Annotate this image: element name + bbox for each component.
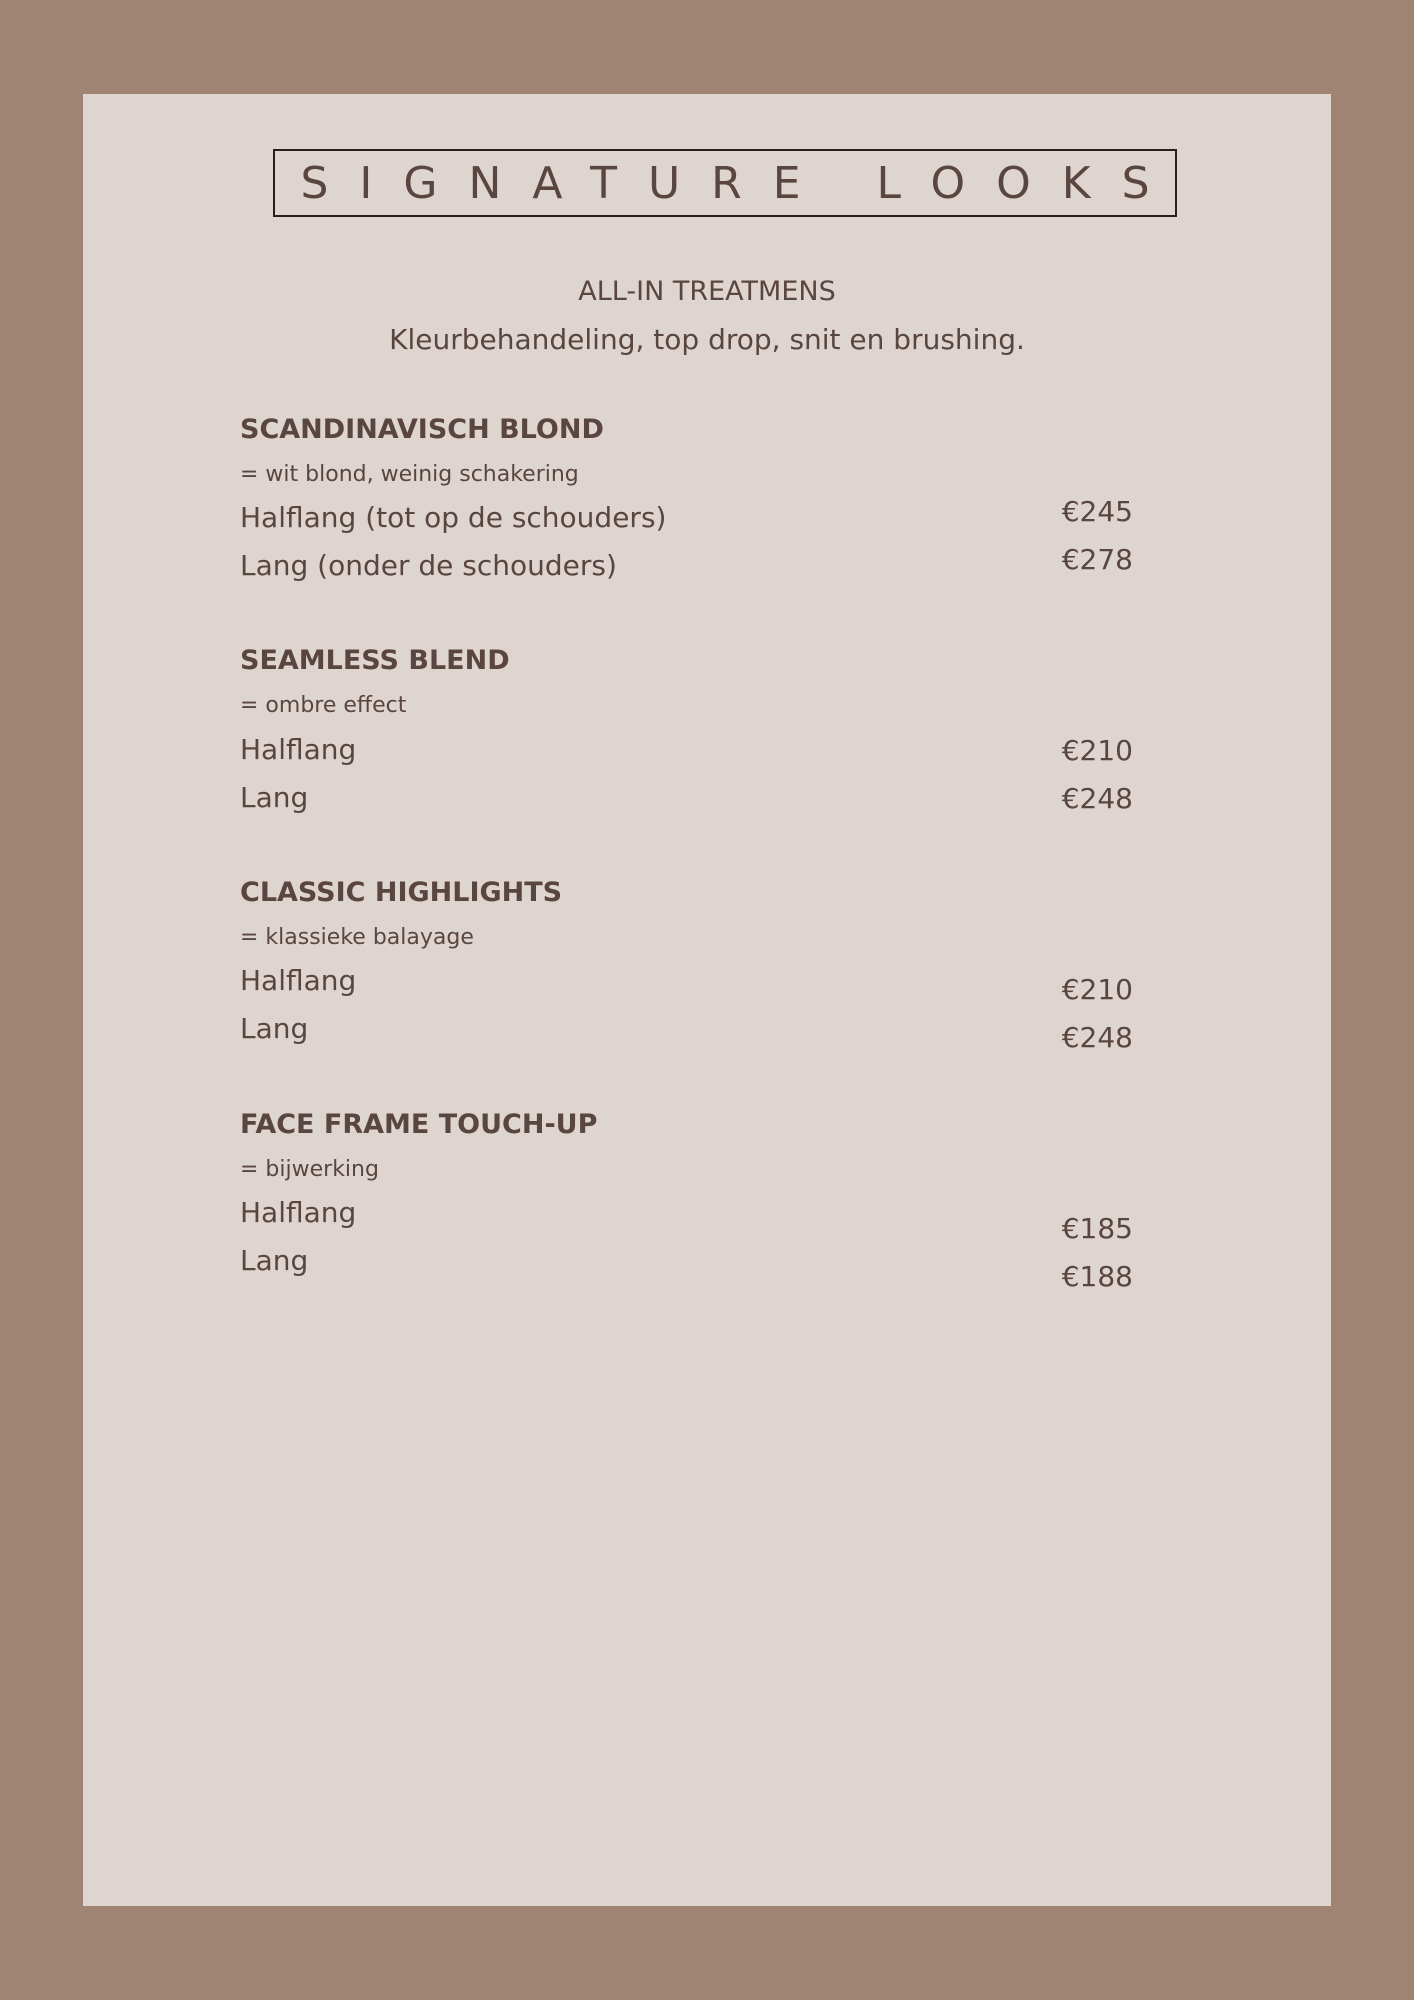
item-price: €248 (1061, 1021, 1133, 1054)
item-label: Halflang (240, 1196, 357, 1229)
item-price: €210 (1061, 973, 1133, 1006)
item-label: Halflang (tot op de schouders) (240, 501, 667, 534)
menu-card (83, 94, 1331, 1906)
item-label: Lang (onder de schouders) (240, 549, 617, 582)
section-description: = klassieke balayage (240, 925, 474, 950)
section-title-classic-highlights: CLASSIC HIGHLIGHTS (240, 877, 563, 908)
item-label: Lang (240, 1012, 309, 1045)
intro-heading: ALL-IN TREATMENS (578, 276, 836, 307)
item-price: €245 (1061, 495, 1133, 528)
item-label: Halflang (240, 733, 357, 766)
item-price: €185 (1061, 1212, 1133, 1245)
section-description: = bijwerking (240, 1157, 379, 1182)
section-title-seamless-blend: SEAMLESS BLEND (240, 645, 510, 676)
section-title-face-frame-touch-up: FACE FRAME TOUCH-UP (240, 1109, 598, 1140)
section-description: = wit blond, weinig schakering (240, 462, 579, 487)
item-label: Lang (240, 1244, 309, 1277)
section-title-scandinavisch-blond: SCANDINAVISCH BLOND (240, 414, 604, 445)
page-title: SIGNATURE LOOKS (300, 157, 1181, 209)
item-price: €188 (1061, 1260, 1133, 1293)
item-price: €248 (1061, 782, 1133, 815)
item-price: €210 (1061, 734, 1133, 767)
section-description: = ombre effect (240, 693, 407, 718)
item-price: €278 (1061, 543, 1133, 576)
item-label: Halflang (240, 964, 357, 997)
intro-subtitle: Kleurbehandeling, top drop, snit en brushing. (389, 323, 1025, 356)
title-box (273, 149, 1181, 217)
item-label: Lang (240, 781, 309, 814)
